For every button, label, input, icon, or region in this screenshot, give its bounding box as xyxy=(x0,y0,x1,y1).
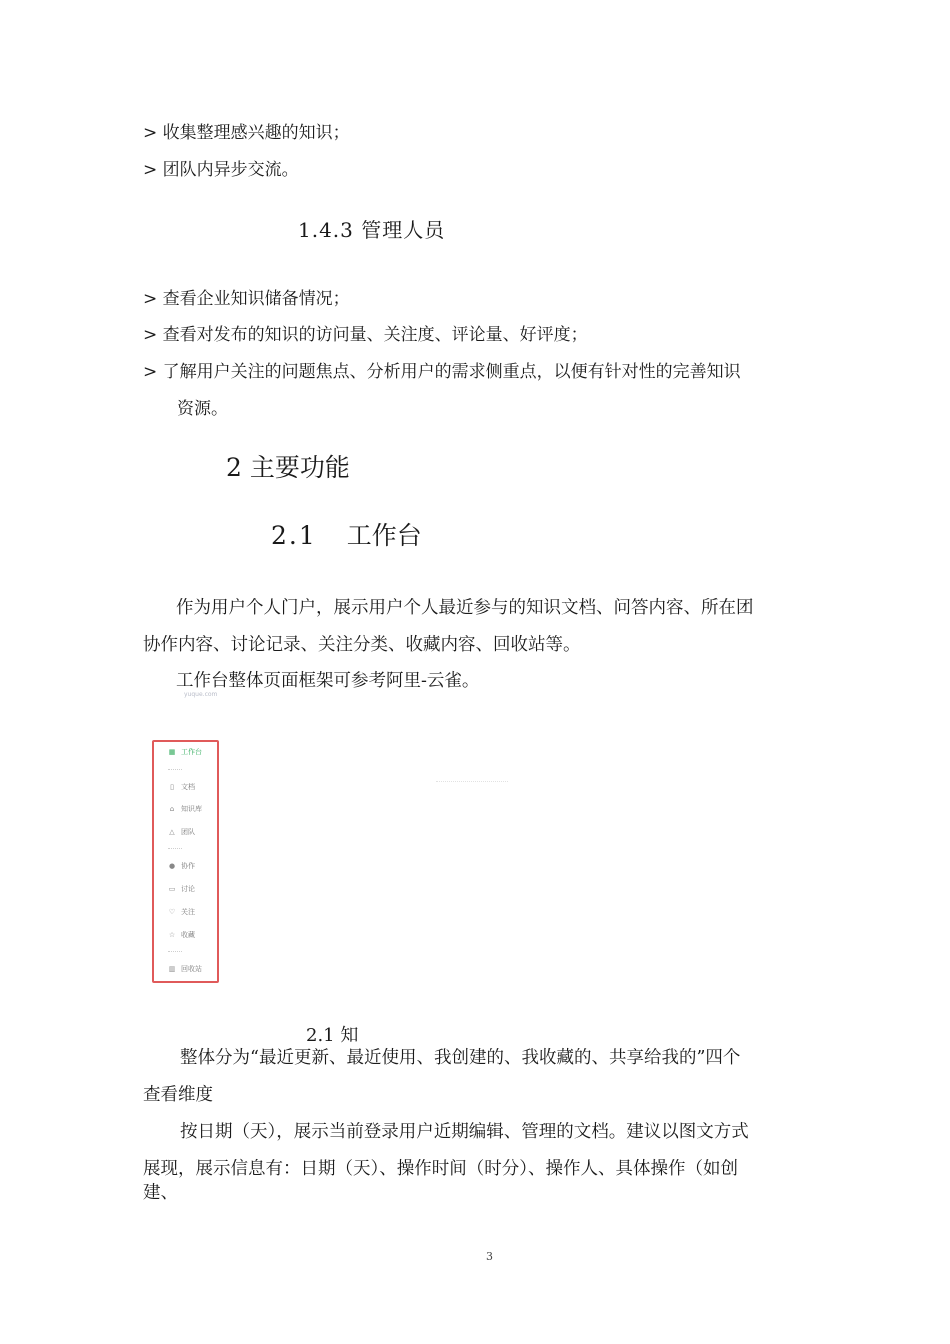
sidebar-item-trash[interactable] xyxy=(168,964,202,974)
paragraph-workbench-line2: 协作内容、讨论记录、关注分类、收藏内容、回收站等。 xyxy=(143,635,581,655)
sidebar-item-follow[interactable] xyxy=(168,907,195,917)
chapter-heading-main-functions: 2 主要功能 xyxy=(226,453,350,482)
bullet-user-focus-cont: 资源。 xyxy=(177,399,228,419)
sidebar-item-team[interactable] xyxy=(168,827,195,837)
sidebar-item-favorites[interactable] xyxy=(168,930,195,940)
grid-icon: ▦ xyxy=(168,748,176,756)
bullet-team-async: > 团队内异步交流。 xyxy=(143,160,299,180)
trash-icon: ▥ xyxy=(168,965,176,973)
paragraph-dimensions-line1: 整体分为“最近更新、最近使用、我创建的、我收藏的、共享给我的”四个 xyxy=(180,1048,741,1068)
image-faint-divider xyxy=(436,781,508,782)
sidebar-item-library[interactable] xyxy=(168,804,202,814)
globe-icon: ● xyxy=(168,862,176,870)
sidebar-divider xyxy=(168,951,182,952)
star-icon: ☆ xyxy=(168,931,176,939)
sidebar-item-collaboration[interactable] xyxy=(168,861,195,871)
library-icon: ⌂ xyxy=(169,805,175,813)
page-number: 3 xyxy=(486,1250,493,1263)
bullet-visit-stats: > 查看对发布的知识的访问量、关注度、评论量、好评度； xyxy=(143,325,588,345)
truncated-section-caption: 2.1 知 xyxy=(306,1025,359,1046)
sidebar-item-label: 讨论 xyxy=(181,885,195,893)
sidebar-divider xyxy=(168,848,182,849)
sidebar-item-label: 收藏 xyxy=(181,931,195,939)
bullet-user-focus: > 了解用户关注的问题焦点、分析用户的需求侧重点，以便有针对性的完善知识 xyxy=(143,362,741,382)
heart-icon: ♡ xyxy=(168,908,176,916)
document-icon: ▯ xyxy=(170,783,174,791)
paragraph-workbench-line1: 作为用户个人门户，展示用户个人最近参与的知识文档、问答内容、所在团 xyxy=(176,598,754,618)
sidebar-item-label: 知识库 xyxy=(181,805,202,813)
sidebar-divider xyxy=(168,769,182,770)
image-source-caption: yuque.com xyxy=(184,691,218,698)
sidebar-item-label: 回收站 xyxy=(181,965,202,973)
sidebar-item-label: 协作 xyxy=(181,862,195,870)
section-number: 2.1 xyxy=(271,521,317,550)
team-icon: △ xyxy=(169,828,175,836)
workbench-sidebar-screenshot xyxy=(152,740,219,983)
section-heading-2-1 xyxy=(271,516,422,552)
paragraph-dimensions-line2: 查看维度 xyxy=(143,1085,213,1105)
sidebar-item-label: 工作台 xyxy=(181,748,202,756)
paragraph-date-line2: 展现，展示信息有：日期（天）、操作时间（时分）、操作人、具体操作（如创 xyxy=(143,1159,738,1179)
sidebar-item-label: 关注 xyxy=(181,908,195,916)
comment-icon: ▭ xyxy=(168,885,176,893)
paragraph-workbench-ref: 工作台整体页面框架可参考阿里-云雀。 xyxy=(176,671,480,691)
sidebar-item-workbench[interactable] xyxy=(168,747,202,757)
paragraph-date-line1: 按日期（天），展示当前登录用户近期编辑、管理的文档。建议以图文方式 xyxy=(180,1122,749,1142)
bullet-knowledge-reserve: > 查看企业知识储备情况； xyxy=(143,289,350,309)
section-heading-1-4-3: 1.4.3 管理人员 xyxy=(298,218,446,242)
section-title: 工作台 xyxy=(346,521,422,550)
sidebar-item-discussion[interactable] xyxy=(168,884,195,894)
sidebar-item-documents[interactable] xyxy=(168,782,195,792)
paragraph-date-line3: 建、 xyxy=(143,1183,178,1203)
sidebar-item-label: 文档 xyxy=(181,783,195,791)
bullet-collect: > 收集整理感兴趣的知识； xyxy=(143,123,350,143)
sidebar-item-label: 团队 xyxy=(181,828,195,836)
